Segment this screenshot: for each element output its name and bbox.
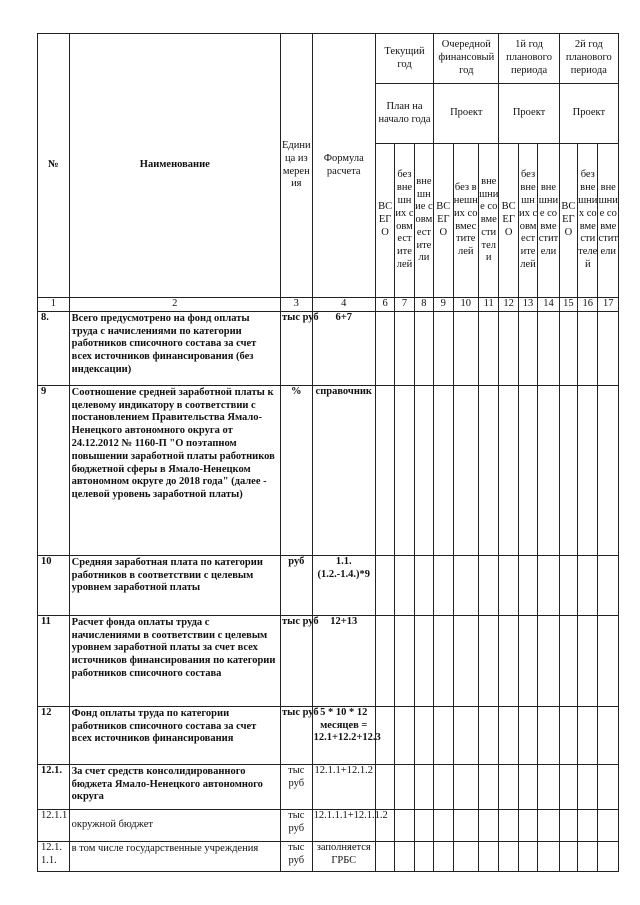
value-cell[interactable] [434, 809, 453, 841]
col-number: 1 [38, 298, 70, 312]
value-cell[interactable] [559, 706, 577, 764]
row-unit: тыс руб [280, 809, 312, 841]
value-cell[interactable] [578, 841, 598, 871]
value-cell[interactable] [578, 311, 598, 385]
value-cell[interactable] [559, 764, 577, 809]
col-number: 7 [395, 298, 414, 312]
value-cell[interactable] [578, 809, 598, 841]
value-cell[interactable] [453, 706, 479, 764]
value-cell[interactable] [375, 555, 394, 615]
row-formula: 6+7 [312, 311, 375, 385]
col-number: 14 [538, 298, 559, 312]
value-cell[interactable] [434, 385, 453, 555]
header-period-3: 1й год планового периода [499, 34, 559, 84]
col-number: 17 [598, 298, 619, 312]
value-cell[interactable] [518, 809, 537, 841]
value-cell[interactable] [578, 706, 598, 764]
value-cell[interactable] [559, 311, 577, 385]
value-cell[interactable] [479, 311, 499, 385]
header-external: внешние совместители [598, 144, 619, 298]
value-cell[interactable] [598, 385, 619, 555]
value-cell[interactable] [578, 615, 598, 706]
value-cell[interactable] [414, 764, 433, 809]
row-formula: справочник [312, 385, 375, 555]
row-name: Средняя заработная плата по категории работников в соответствии с целевым уровнем заработной платы [69, 555, 280, 615]
row-name: Всего предусмотрено на фонд оплаты труда с начислениями по категории работников списочного состава за счет всех источников финансирования (без индексации) [69, 311, 280, 385]
value-cell[interactable] [453, 764, 479, 809]
value-cell[interactable] [538, 706, 559, 764]
value-cell[interactable] [434, 764, 453, 809]
value-cell[interactable] [395, 385, 414, 555]
value-cell[interactable] [499, 706, 518, 764]
value-cell[interactable] [518, 385, 537, 555]
value-cell[interactable] [559, 841, 577, 871]
header-external: внешние совместители [414, 144, 433, 298]
value-cell[interactable] [499, 809, 518, 841]
row-formula: 12.1.1.1+12.1.1.2 [312, 809, 375, 841]
row-formula: заполняется ГРБС [312, 841, 375, 871]
value-cell[interactable] [518, 764, 537, 809]
value-cell[interactable] [479, 809, 499, 841]
value-cell[interactable] [598, 555, 619, 615]
value-cell[interactable] [598, 706, 619, 764]
row-unit: тыс руб [280, 311, 312, 385]
value-cell[interactable] [598, 615, 619, 706]
col-number: 6 [375, 298, 394, 312]
col-number: 16 [578, 298, 598, 312]
value-cell[interactable] [538, 615, 559, 706]
row-unit: руб [280, 555, 312, 615]
value-cell[interactable] [479, 841, 499, 871]
row-name: в том числе государственные учреждения [69, 841, 280, 871]
table-row [38, 385, 619, 555]
value-cell[interactable] [578, 764, 598, 809]
value-cell[interactable] [395, 841, 414, 871]
header-unit: Единица измерения [280, 34, 312, 298]
value-cell[interactable] [499, 385, 518, 555]
header-no: № [38, 34, 70, 298]
value-cell[interactable] [559, 555, 577, 615]
value-cell[interactable] [518, 311, 537, 385]
header-without-external: без внешних совместителей [518, 144, 537, 298]
row-unit: тыс руб [280, 764, 312, 809]
value-cell[interactable] [414, 385, 433, 555]
header-name: Наименование [69, 34, 280, 298]
row-formula: 12.1.1+12.1.2 [312, 764, 375, 809]
value-cell[interactable] [518, 615, 537, 706]
value-cell[interactable] [414, 615, 433, 706]
value-cell[interactable] [414, 809, 433, 841]
col-number: 9 [434, 298, 453, 312]
value-cell[interactable] [578, 555, 598, 615]
row-name: За счет средств консолидированного бюджета Ямало-Ненецкого автономного округа [69, 764, 280, 809]
value-cell[interactable] [414, 311, 433, 385]
row-number: 8. [38, 311, 70, 385]
value-cell[interactable] [479, 385, 499, 555]
header-period-2: Очередной финансовый год [434, 34, 499, 84]
header-period-4-sub: Проект [559, 84, 618, 144]
col-number: 15 [559, 298, 577, 312]
row-number: 11 [38, 615, 70, 706]
value-cell[interactable] [538, 311, 559, 385]
table-row [38, 706, 619, 764]
row-number: 12.1.1.1. [38, 841, 70, 871]
header-total: ВСЕГО [499, 144, 518, 298]
value-cell[interactable] [578, 385, 598, 555]
table-row [38, 615, 619, 706]
value-cell[interactable] [375, 385, 394, 555]
row-number: 12 [38, 706, 70, 764]
value-cell[interactable] [538, 809, 559, 841]
table-row [38, 764, 619, 809]
col-number: 13 [518, 298, 537, 312]
value-cell[interactable] [479, 706, 499, 764]
table-row [38, 841, 619, 871]
value-cell[interactable] [453, 555, 479, 615]
value-cell[interactable] [499, 555, 518, 615]
value-cell[interactable] [414, 706, 433, 764]
value-cell[interactable] [559, 809, 577, 841]
value-cell[interactable] [559, 385, 577, 555]
row-formula: 5 * 10 * 12 месяцев = 12.1+12.2+12.3 [312, 706, 375, 764]
col-number: 10 [453, 298, 479, 312]
value-cell[interactable] [395, 809, 414, 841]
row-unit: % [280, 385, 312, 555]
value-cell[interactable] [538, 555, 559, 615]
row-formula: 12+13 [312, 615, 375, 706]
row-name: Соотношение средней заработной платы к целевому индикатору в соответствии с постановлением Правительства Ямало-Ненецкого автономного округа от 24.12.2012 № 1160-П "О поэтапном повышении заработной платы работников бюджетной сферы в Ямало-Ненецком автономном округе до 2018 года" (далее - целевой уровень заработной платы) [69, 385, 280, 555]
header-formula: Формула расчета [312, 34, 375, 298]
header-without-external: без внешних совместителей [578, 144, 598, 298]
col-number: 4 [312, 298, 375, 312]
value-cell[interactable] [499, 615, 518, 706]
value-cell[interactable] [499, 311, 518, 385]
value-cell[interactable] [375, 615, 394, 706]
header-period-2-sub: Проект [434, 84, 499, 144]
col-number: 8 [414, 298, 433, 312]
header-period-1: Текущий год [375, 34, 433, 84]
table-row [38, 809, 619, 841]
value-cell[interactable] [518, 706, 537, 764]
budget-table [37, 33, 619, 872]
value-cell[interactable] [598, 841, 619, 871]
col-number: 2 [69, 298, 280, 312]
header-without-external: без внешних совместителей [395, 144, 414, 298]
value-cell[interactable] [453, 311, 479, 385]
value-cell[interactable] [559, 615, 577, 706]
row-number: 10 [38, 555, 70, 615]
value-cell[interactable] [453, 385, 479, 555]
row-name: Расчет фонда оплаты труда с начислениями в соответствии с целевым уровнем заработной платы за счет всех источников финансирования по категории работников списочного состава [69, 615, 280, 706]
header-external: внешние совместители [479, 144, 499, 298]
value-cell[interactable] [375, 841, 394, 871]
header-without-external: без внешних совместителей [453, 144, 479, 298]
row-number: 12.1.1 [38, 809, 70, 841]
header-external: внешние совместители [538, 144, 559, 298]
row-unit: тыс руб [280, 841, 312, 871]
row-name: окружной бюджет [69, 809, 280, 841]
value-cell[interactable] [395, 706, 414, 764]
value-cell[interactable] [414, 555, 433, 615]
table-row [38, 555, 619, 615]
header-total: ВСЕГО [559, 144, 577, 298]
value-cell[interactable] [479, 764, 499, 809]
value-cell[interactable] [395, 615, 414, 706]
column-number-row [38, 298, 619, 312]
row-number: 9 [38, 385, 70, 555]
value-cell[interactable] [499, 841, 518, 871]
value-cell[interactable] [518, 555, 537, 615]
row-unit: тыс руб [280, 615, 312, 706]
col-number: 12 [499, 298, 518, 312]
value-cell[interactable] [434, 555, 453, 615]
value-cell[interactable] [434, 311, 453, 385]
value-cell[interactable] [538, 841, 559, 871]
value-cell[interactable] [395, 311, 414, 385]
header-period-3-sub: Проект [499, 84, 559, 144]
table-row [38, 311, 619, 385]
value-cell[interactable] [395, 764, 414, 809]
value-cell[interactable] [395, 555, 414, 615]
header-period-4: 2й год планового периода [559, 34, 618, 84]
row-unit: тыс руб [280, 706, 312, 764]
value-cell[interactable] [375, 764, 394, 809]
value-cell[interactable] [598, 764, 619, 809]
value-cell[interactable] [538, 764, 559, 809]
col-number: 3 [280, 298, 312, 312]
value-cell[interactable] [499, 764, 518, 809]
col-number: 11 [479, 298, 499, 312]
value-cell[interactable] [479, 615, 499, 706]
value-cell[interactable] [434, 615, 453, 706]
value-cell[interactable] [538, 385, 559, 555]
row-number: 12.1. [38, 764, 70, 809]
value-cell[interactable] [598, 809, 619, 841]
header-total: ВСЕГО [434, 144, 453, 298]
value-cell[interactable] [453, 809, 479, 841]
value-cell[interactable] [375, 311, 394, 385]
value-cell[interactable] [434, 706, 453, 764]
row-name: Фонд оплаты труда по категории работников списочного состава за счет всех источников финансирования [69, 706, 280, 764]
value-cell[interactable] [479, 555, 499, 615]
row-formula: 1.1. (1.2.-1.4.)*9 [312, 555, 375, 615]
value-cell[interactable] [518, 841, 537, 871]
value-cell[interactable] [453, 615, 479, 706]
value-cell[interactable] [598, 311, 619, 385]
value-cell[interactable] [414, 841, 433, 871]
value-cell[interactable] [453, 841, 479, 871]
header-period-1-sub: План на начало года [375, 84, 433, 144]
header-total: ВСЕГО [375, 144, 394, 298]
value-cell[interactable] [434, 841, 453, 871]
